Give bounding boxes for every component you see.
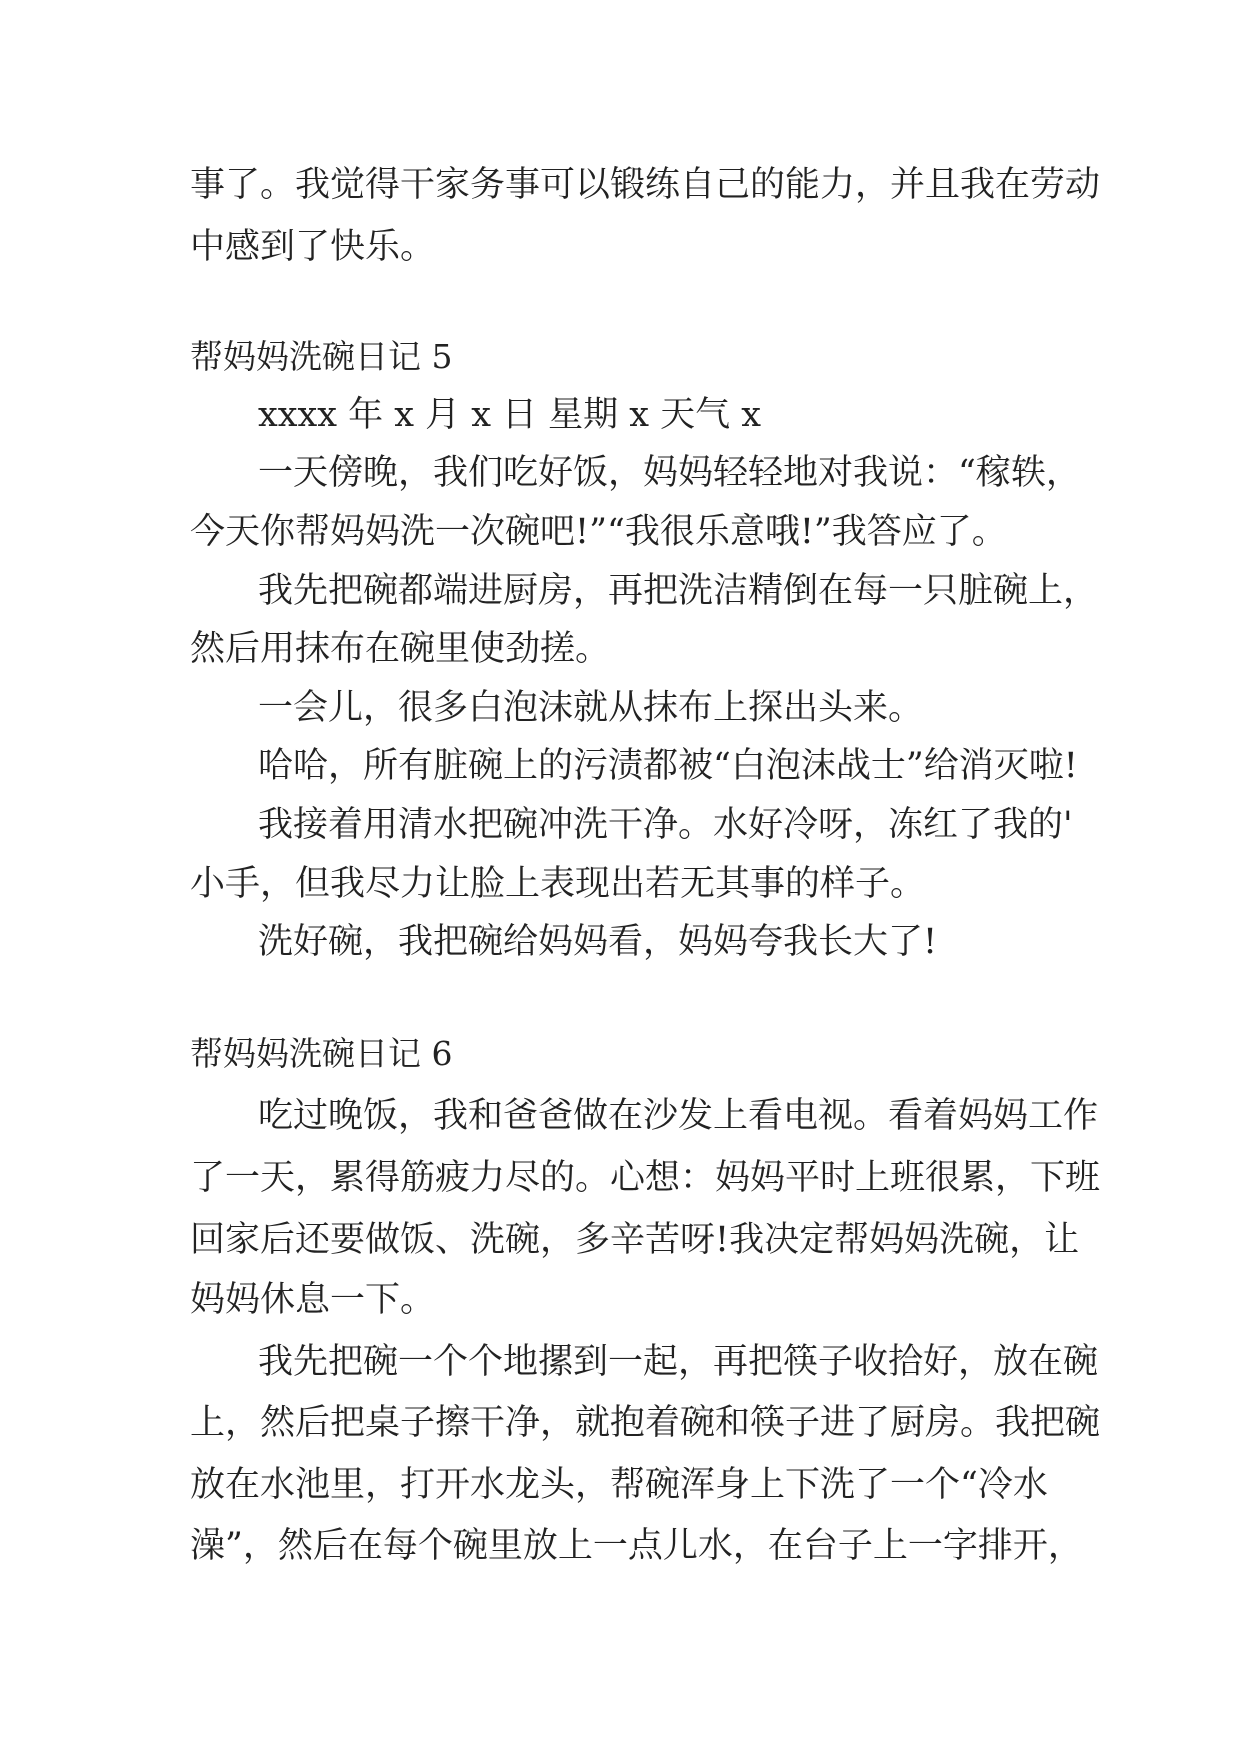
section-title: 帮妈妈洗碗日记 5 [190, 337, 453, 376]
paragraph-line: 我先把碗一个个地摞到一起，再把筷子收拾好，放在碗 [258, 1342, 1099, 1382]
date-line: xxxx 年 x 月 x 日 星期 x 天气 x [258, 395, 762, 435]
paragraph-line: 澡”，然后在每个碗里放上一点儿水，在台子上一字排开， [190, 1526, 1083, 1566]
paragraph-line: 放在水池里，打开水龙头，帮碗浑身上下洗了一个“冷水 [190, 1465, 1048, 1505]
paragraph-line: 今天你帮妈妈洗一次碗吧!”“我很乐意哦!”我答应了。 [190, 512, 1007, 552]
paragraph-line: 洗好碗，我把碗给妈妈看，妈妈夸我长大了! [258, 922, 938, 962]
paragraph-line: 上，然后把桌子擦干净，就抱着碗和筷子进了厨房。我把碗 [190, 1403, 1101, 1443]
paragraph-line: 中感到了快乐。 [190, 227, 436, 267]
paragraph-line: 事了。我觉得干家务事可以锻练自己的能力，并且我在劳动 [190, 165, 1101, 205]
paragraph-line: 然后用抹布在碗里使劲搓。 [190, 629, 611, 669]
paragraph-line: 了一天，累得筋疲力尽的。心想：妈妈平时上班很累，下班 [190, 1158, 1101, 1198]
paragraph-line: 一会儿，很多白泡沫就从抹布上探出头来。 [258, 688, 924, 728]
paragraph-line: 小手，但我尽力让脸上表现出若无其事的样子。 [190, 864, 926, 904]
paragraph-line: 妈妈休息一下。 [190, 1280, 436, 1320]
paragraph-line: 我先把碗都端进厨房，再把洗洁精倒在每一只脏碗上， [258, 571, 1099, 611]
paragraph-line: 一天傍晚，我们吃好饭，妈妈轻轻地对我说：“稼轶， [258, 453, 1081, 493]
paragraph-line: 哈哈，所有脏碗上的污渍都被“白泡沫战士”给消灭啦! [258, 746, 1078, 786]
section-title: 帮妈妈洗碗日记 6 [190, 1034, 453, 1073]
paragraph-line: 回家后还要做饭、洗碗，多辛苦呀!我决定帮妈妈洗碗，让 [190, 1220, 1080, 1260]
paragraph-line: 我接着用清水把碗冲洗干净。水好冷呀，冻红了我的' [258, 805, 1073, 845]
paragraph-line: 吃过晚饭，我和爸爸做在沙发上看电视。看着妈妈工作 [258, 1096, 1099, 1136]
